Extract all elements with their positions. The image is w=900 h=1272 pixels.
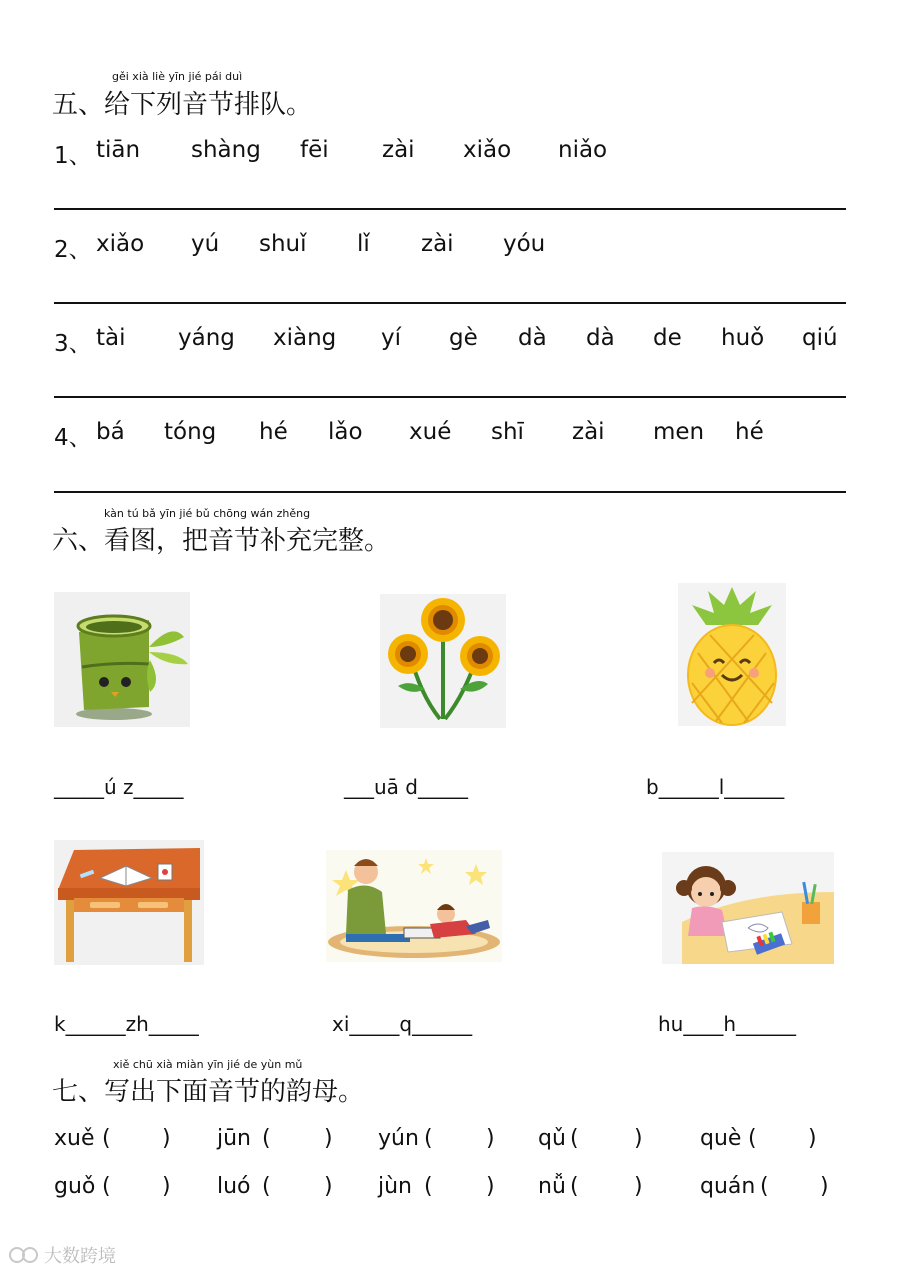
syllable: què xyxy=(700,1126,742,1151)
playing-picture xyxy=(326,850,502,962)
syllable: bá xyxy=(96,419,125,445)
fill-blank-5[interactable]: xi_____q______ xyxy=(332,1012,473,1036)
syllable: de xyxy=(653,325,682,351)
fill-blank-4[interactable]: k______zh_____ xyxy=(54,1012,199,1036)
syllable: hé xyxy=(259,419,288,445)
answer-line[interactable] xyxy=(54,491,846,493)
syllable: nǚ xyxy=(538,1174,566,1199)
syllable: dà xyxy=(518,325,547,351)
paren-close: ) xyxy=(486,1174,495,1199)
syllable: shuǐ xyxy=(259,231,307,257)
paren-open: ( xyxy=(748,1126,757,1151)
paren-close: ) xyxy=(162,1126,171,1151)
syllable: guǒ xyxy=(54,1174,96,1199)
pineapple-picture xyxy=(678,583,786,726)
syllable: xiǎo xyxy=(96,231,145,257)
paren-open: ( xyxy=(262,1126,271,1151)
paren-close: ) xyxy=(324,1174,333,1199)
syllable: yún xyxy=(378,1126,419,1151)
answer-line[interactable] xyxy=(54,208,846,210)
syllable: qiú xyxy=(802,325,838,351)
paren-open: ( xyxy=(102,1174,111,1199)
syllable: shī xyxy=(491,419,524,445)
paren-close: ) xyxy=(486,1126,495,1151)
syllable: fēi xyxy=(300,137,329,163)
bamboo-picture xyxy=(54,592,190,727)
syllable: tài xyxy=(96,325,126,351)
section7-title: 七、写出下面音节的韵母。 xyxy=(52,1077,365,1107)
playing-chess-icon xyxy=(326,850,502,962)
fill-blank-3[interactable]: b______l______ xyxy=(646,775,785,799)
bamboo-icon xyxy=(54,592,190,727)
desk-icon xyxy=(54,840,204,965)
watermark-text: 大数跨境 xyxy=(44,1246,116,1267)
fill-blank-1[interactable]: _____ú z_____ xyxy=(54,775,184,799)
paren-open: ( xyxy=(760,1174,769,1199)
paren-close: ) xyxy=(324,1126,333,1151)
paren-open: ( xyxy=(424,1126,433,1151)
paren-open: ( xyxy=(102,1126,111,1151)
section5-ruby: gěi xià liè yīn jié pái duì xyxy=(112,70,243,83)
syllable: niǎo xyxy=(558,137,608,163)
syllable: zài xyxy=(572,419,605,445)
syllable: yáng xyxy=(178,325,235,351)
paren-close: ) xyxy=(808,1126,817,1151)
paren-close: ) xyxy=(820,1174,829,1199)
syllable: huǒ xyxy=(721,325,765,351)
section7-ruby: xiě chū xià miàn yīn jié de yùn mǔ xyxy=(113,1058,303,1071)
pineapple-icon xyxy=(678,583,786,726)
syllable: tiān xyxy=(96,137,141,163)
syllable: yóu xyxy=(503,231,546,257)
girl-drawing-icon xyxy=(662,852,834,964)
syllable: jūn xyxy=(217,1126,251,1151)
syllable: gè xyxy=(449,325,478,351)
paren-close: ) xyxy=(634,1174,643,1199)
paren-close: ) xyxy=(162,1174,171,1199)
syllable: luó xyxy=(217,1174,251,1199)
syllable: lǐ xyxy=(357,231,370,257)
row-number: 1、 xyxy=(54,143,92,169)
row-number: 2、 xyxy=(54,237,92,263)
paren-open: ( xyxy=(570,1126,579,1151)
section6-ruby: kàn tú bǎ yīn jié bǔ chōng wán zhěng xyxy=(104,507,311,520)
syllable: dà xyxy=(586,325,615,351)
syllable: xiàng xyxy=(273,325,337,351)
fill-blank-6[interactable]: hu____h______ xyxy=(658,1012,797,1036)
watermark-logo-icon xyxy=(8,1245,40,1265)
syllable: shàng xyxy=(191,137,261,163)
syllable: xuě xyxy=(54,1126,95,1151)
section6-title: 六、看图，把音节补充完整。 xyxy=(52,526,391,556)
syllable: jùn xyxy=(378,1174,412,1199)
syllable: xué xyxy=(409,419,452,445)
syllable: yú xyxy=(191,231,220,257)
answer-line[interactable] xyxy=(54,302,846,304)
syllable: hé xyxy=(735,419,764,445)
watermark xyxy=(8,1242,116,1268)
syllable: zài xyxy=(382,137,415,163)
desk-picture xyxy=(54,840,204,965)
paren-open: ( xyxy=(262,1174,271,1199)
syllable: lǎo xyxy=(328,419,363,445)
row-number: 3、 xyxy=(54,331,92,357)
syllable: tóng xyxy=(164,419,217,445)
answer-line[interactable] xyxy=(54,396,846,398)
syllable: quán xyxy=(700,1174,756,1199)
syllable: xiǎo xyxy=(463,137,512,163)
fill-blank-2[interactable]: ___uā d_____ xyxy=(344,775,468,799)
sunflower-picture xyxy=(380,594,506,728)
row-number: 4、 xyxy=(54,425,92,451)
syllable: men xyxy=(653,419,705,445)
paren-open: ( xyxy=(570,1174,579,1199)
drawing-picture xyxy=(662,852,834,964)
syllable: yí xyxy=(381,325,402,351)
section5-title: 五、给下列音节排队。 xyxy=(52,90,313,120)
syllable: qǔ xyxy=(538,1126,566,1151)
paren-close: ) xyxy=(634,1126,643,1151)
syllable: zài xyxy=(421,231,454,257)
sunflower-icon xyxy=(380,594,506,728)
section5-row-1 xyxy=(54,137,92,170)
paren-open: ( xyxy=(424,1174,433,1199)
